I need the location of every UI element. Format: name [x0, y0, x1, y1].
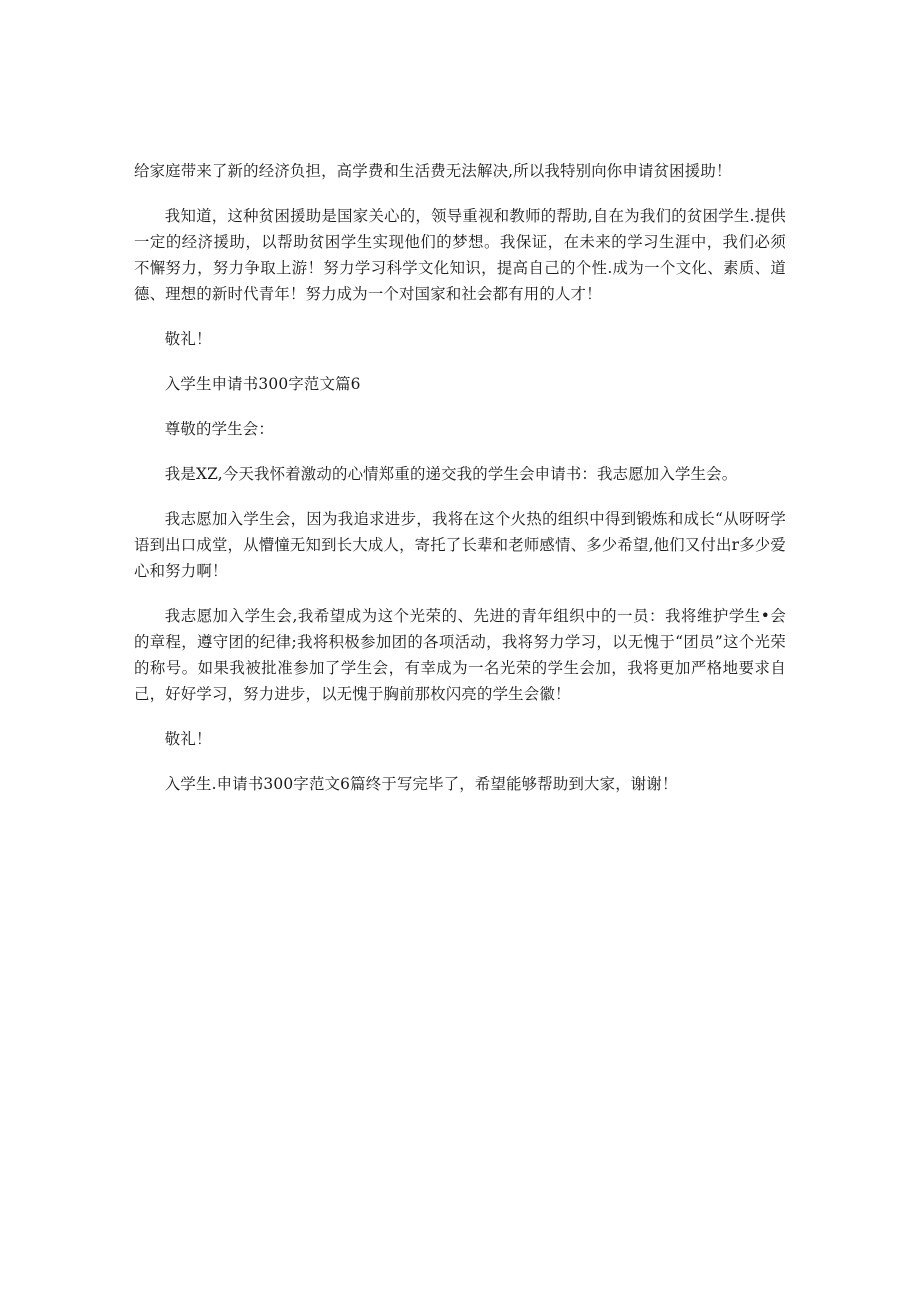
paragraph-aid-explanation: 我知道，这种贫困援助是国家关心的，领导重视和教师的帮助,自在为我们的贫困学生.提供一定的经济援助，以帮助贫困学生实现他们的梦想。我保证，在未来的学习生涯中，我们必须不懈努力，努力争取上游！努力学习科学文化知识，提高自己的个性.成为一个文化、素质、道德、理想的新时代青年！努力成为一个对国家和社会都有用的人才！ [134, 207, 786, 303]
closing-salute: 敬礼！ [164, 330, 212, 348]
paragraph-reason: 我志愿加入学生会，因为我追求进步，我将在这个火热的组织中得到锻炼和成长“从呀呀学语到出口成堂，从懵憧无知到长大成人，寄托了长辈和老师感情、多少希望,他们又付出r多少爱心和努力啊！ [134, 510, 786, 580]
paragraph-intro: 我是XZ,今天我怀着激动的心情郑重的递交我的学生会申请书：我志愿加入学生会。 [164, 465, 738, 483]
salutation: 尊敬的学生会： [164, 420, 274, 438]
paragraph-continuation: 给家庭带来了新的经济负担，高学费和生活费无法解决,所以我特别向你申请贫困援助！ [134, 162, 732, 180]
document-body [134, 158, 786, 816]
closing-salute-2: 敬礼！ [164, 730, 212, 748]
section-heading: 入学生申请书300字范文篇6 [164, 375, 361, 393]
paragraph-pledge: 我志愿加入学生会,我希望成为这个光荣的、先进的青年组织中的一员：我将维护学生•会的章程，遵守团的纪律;我将积极参加团的各项活动，我将努力学习，以无愧于“团员”这个光荣的称号。如果我被批准参加了学生会，有幸成为一名光荣的学生会加，我将更加严格地要求自己，好好学习，努力进步，以无愧于胸前那枚闪亮的学生会徽！ [134, 607, 786, 703]
paragraph-conclusion: 入学生.申请书300字范文6篇终于写完毕了，希望能够帮助到大家，谢谢！ [164, 775, 678, 793]
